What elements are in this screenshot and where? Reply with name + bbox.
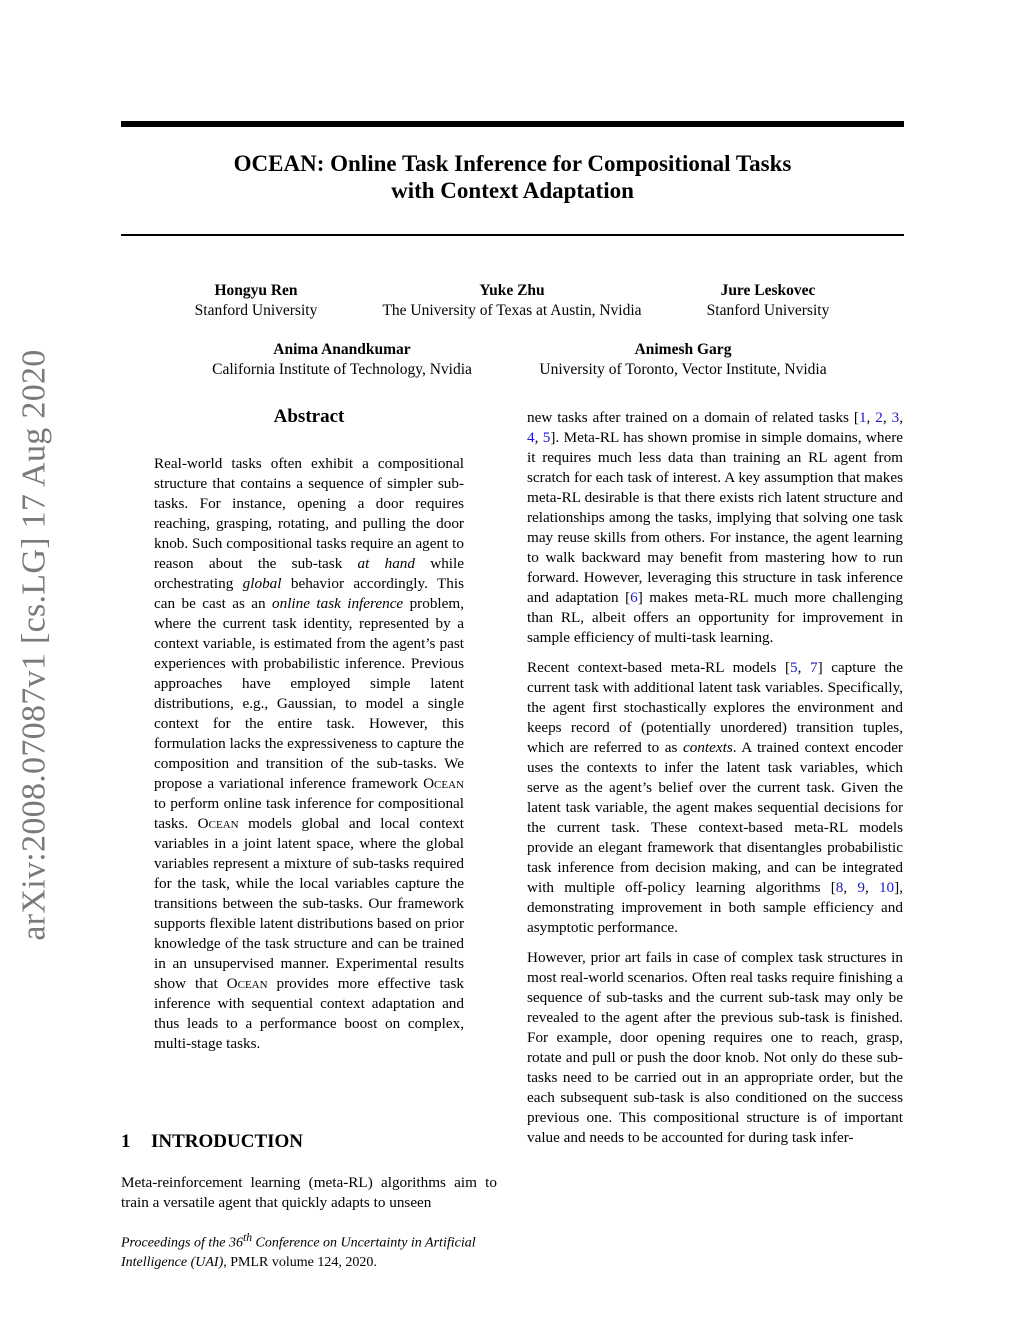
intro-paragraph: Meta-reinforcement learning (meta-RL) algorithms aim to train a versatile agent that quickly adapts to unseen <box>121 1174 497 1211</box>
paper-title <box>121 150 904 204</box>
author-affiliation: University of Toronto, Vector Institute, Nvidia <box>539 361 827 378</box>
right-column <box>527 408 903 1148</box>
section-heading-introduction: 1 INTRODUCTION <box>121 1131 304 1152</box>
citation-link[interactable]: 10 <box>878 879 895 896</box>
author-block <box>186 281 326 321</box>
title-line-1: OCEAN: Online Task Inference for Compositional Tasks <box>233 151 792 176</box>
proceedings-footnote: Proceedings of the 36th Conference on Uncertainty in Artificial Intelligence (UAI), PMLR volume 124, 2020. <box>121 1231 476 1270</box>
author-name: Animesh Garg <box>634 341 732 358</box>
author-name: Yuke Zhu <box>479 282 545 299</box>
citation-link[interactable]: 3 <box>891 409 900 426</box>
author-block <box>698 281 838 321</box>
author-name: Jure Leskovec <box>720 282 816 299</box>
author-name: Hongyu Ren <box>214 282 298 299</box>
top-rule <box>121 121 904 127</box>
author-block <box>192 340 492 380</box>
abstract-paragraph: Real-world tasks often exhibit a compositional structure that contains a sequence of simpler sub-tasks. For instance, opening a door requires reaching, grasping, rotating, and pulling the door knob. Such compositional tasks require an agent to reason about the sub-task at hand while orchestrating global behavior accordingly. This can be cast as an online task inference problem, where the current task identity, represented by a context variable, is estimated from the agent’s past experiences with probabilistic inference. Previous approaches have employed simple latent distributions, e.g., Gaussian, to model a single context for the entire task. However, this formulation lacks the expressiveness to capture the composition and transition of the sub-tasks. We propose a variational inference framework Ocean to perform online task inference for compositional tasks. Ocean models global and local context variables in a joint latent space, where the global variables represent a mixture of sub-tasks required for the task, while the local variables capture the transitions between the sub-tasks. Our framework supports flexible latent distributions based on prior knowledge of the task structure and can be trained in an unsupervised manner. Experimental results show that Ocean provides more effective task inference with sequential context adaptation and thus leads to a performance boost on complex, multi-stage tasks. <box>154 455 465 1052</box>
citation-link[interactable]: 8 <box>835 879 844 896</box>
author-affiliation: California Institute of Technology, Nvidia <box>212 361 472 378</box>
author-affiliation: Stanford University <box>706 302 830 319</box>
author-block <box>518 340 848 380</box>
body-paragraph: new tasks after trained on a domain of related tasks [1, 2, 3, 4, 5]. Meta-RL has shown promise in simple domains, where it requires much less data than training an RL agent from scratch for each task of interest. A key assumption that makes meta-RL desirable is that there exists rich latent structure and relationships among the tasks, implying that solving one task may reuse skills from others. For instance, the agent learning to walk backward may benefit from mastering how to run forward. However, leveraging this structure in task inference and adaptation [6] makes meta-RL much more challenging than RL, albeit offers an opportunity for improvement in sample efficiency of multi-task learning. <box>527 409 904 646</box>
citation-link[interactable]: 9 <box>857 879 865 896</box>
citation-link[interactable]: 5 <box>542 429 551 446</box>
author-block <box>362 281 662 321</box>
citation-link[interactable]: 6 <box>630 589 638 606</box>
body-paragraph: However, prior art fails in case of complex task structures in most real-world scenarios. Often real tasks require finishing a sequence of sub-tasks and the current sub-task may only be revealed to the agent after the previous sub-task is finished. For example, door opening requires one to reach, grasp, rotate and pull or push the door knob. Not only do these sub-tasks need to be carried out in an appropriate order, but the each subsequent sub-task is also conditioned on the success previous one. This compositional structure is of important value and needs to be accounted for during task infer- <box>527 949 903 1146</box>
author-affiliation: Stanford University <box>194 302 318 319</box>
title-line-2: with Context Adaptation <box>391 178 634 203</box>
title-rule <box>121 234 904 236</box>
citation-link[interactable]: 5 <box>790 659 798 676</box>
citation-link[interactable]: 7 <box>810 659 818 676</box>
abstract-body <box>154 454 464 1054</box>
citation-link[interactable]: 2 <box>875 409 883 426</box>
author-name: Anima Anandkumar <box>273 341 411 358</box>
abstract-heading: Abstract <box>273 406 345 427</box>
body-paragraph: Recent context-based meta-RL models [5, 7] capture the current task with additional latent task variables. Specifically, the agent first stochastically explores the environment and keeps record of (potentially unordered) transition tuples, which are referred to as contexts. A trained context encoder uses the contexts to infer the latent task variables, which serve as the agent’s belief over the current task. Given the latent task variable, the agent makes sequential decisions for the current task. These context-based meta-RL models provide an elegant framework that disentangles probabilistic task inference from decision making, and can be integrated with multiple off-policy learning algorithms [8, 9, 10], demonstrating improvement in both sample efficiency and asymptotic performance. <box>527 659 903 936</box>
arxiv-stamp <box>0 345 70 945</box>
citation-link[interactable]: 1 <box>858 409 867 426</box>
citation-link[interactable]: 4 <box>527 429 535 446</box>
arxiv-identifier: arXiv:2008.07087v1 [cs.LG] 17 Aug 2020 <box>16 349 54 941</box>
author-affiliation: The University of Texas at Austin, Nvidia <box>382 302 642 319</box>
